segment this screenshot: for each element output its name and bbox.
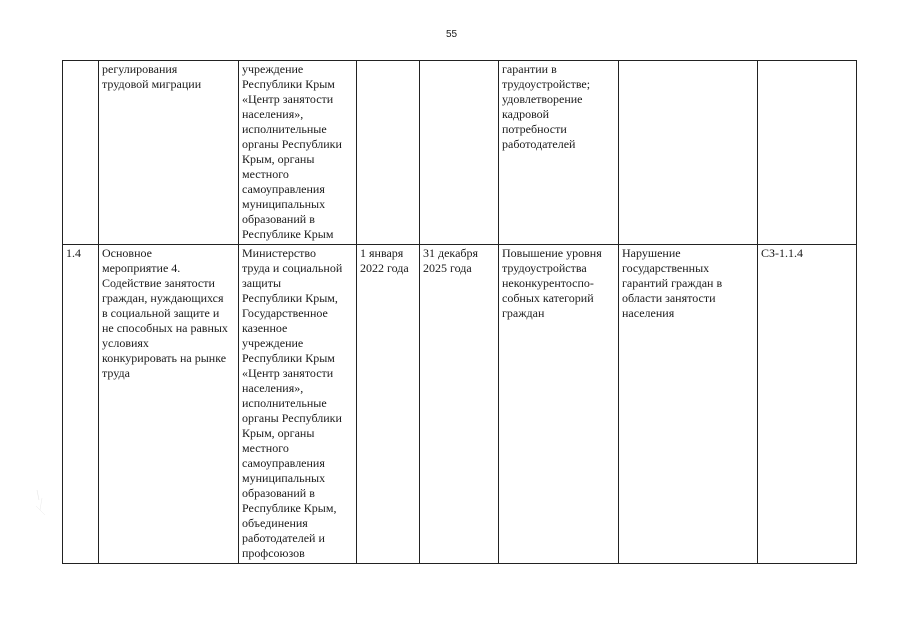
- activity-name: Основное мероприятие 4. Содействие занятости граждан, нуждающихся в социальной защите и не способных на равных условиях конкурировать на рынке труда: [99, 245, 239, 564]
- indicator-link: СЗ-1.1.4: [758, 245, 857, 564]
- program-table: [62, 60, 857, 564]
- activity-name: регулирования трудовой миграции: [99, 61, 239, 245]
- start-date: 1 января 2022 года: [357, 245, 420, 564]
- non-implementation-consequence: Нарушение государственных гарантий граждан в области занятости населения: [619, 245, 758, 564]
- scan-artifact-icon: [34, 488, 48, 518]
- page-number: 55: [445, 29, 458, 40]
- row-number: [63, 61, 99, 245]
- row-number: 1.4: [63, 245, 99, 564]
- expected-result: гарантии в трудоустройстве; удовлетворение кадровой потребности работодателей: [499, 61, 619, 245]
- responsible-executor: учреждение Республики Крым «Центр занятости населения», исполнительные органы Республики Крым, органы местного самоуправления муниципальных образований в Республике Крым: [239, 61, 357, 245]
- indicator-link: [758, 61, 857, 245]
- non-implementation-consequence: [619, 61, 758, 245]
- scan-artifact: [34, 488, 48, 518]
- table-row: [63, 61, 857, 245]
- end-date: 31 декабря 2025 года: [420, 245, 499, 564]
- expected-result: Повышение уровня трудоустройства неконкурентоспо- собных категорий граждан: [499, 245, 619, 564]
- end-date: [420, 61, 499, 245]
- responsible-executor: Министерство труда и социальной защиты Республики Крым, Государственное казенное учреждение Республики Крым «Центр занятости населения», исполнительные органы Республики Крым, органы местного самоуправления муниципальных образований в Республике Крым, объединения работодателей и профсоюзов: [239, 245, 357, 564]
- table-row: [63, 245, 857, 564]
- start-date: [357, 61, 420, 245]
